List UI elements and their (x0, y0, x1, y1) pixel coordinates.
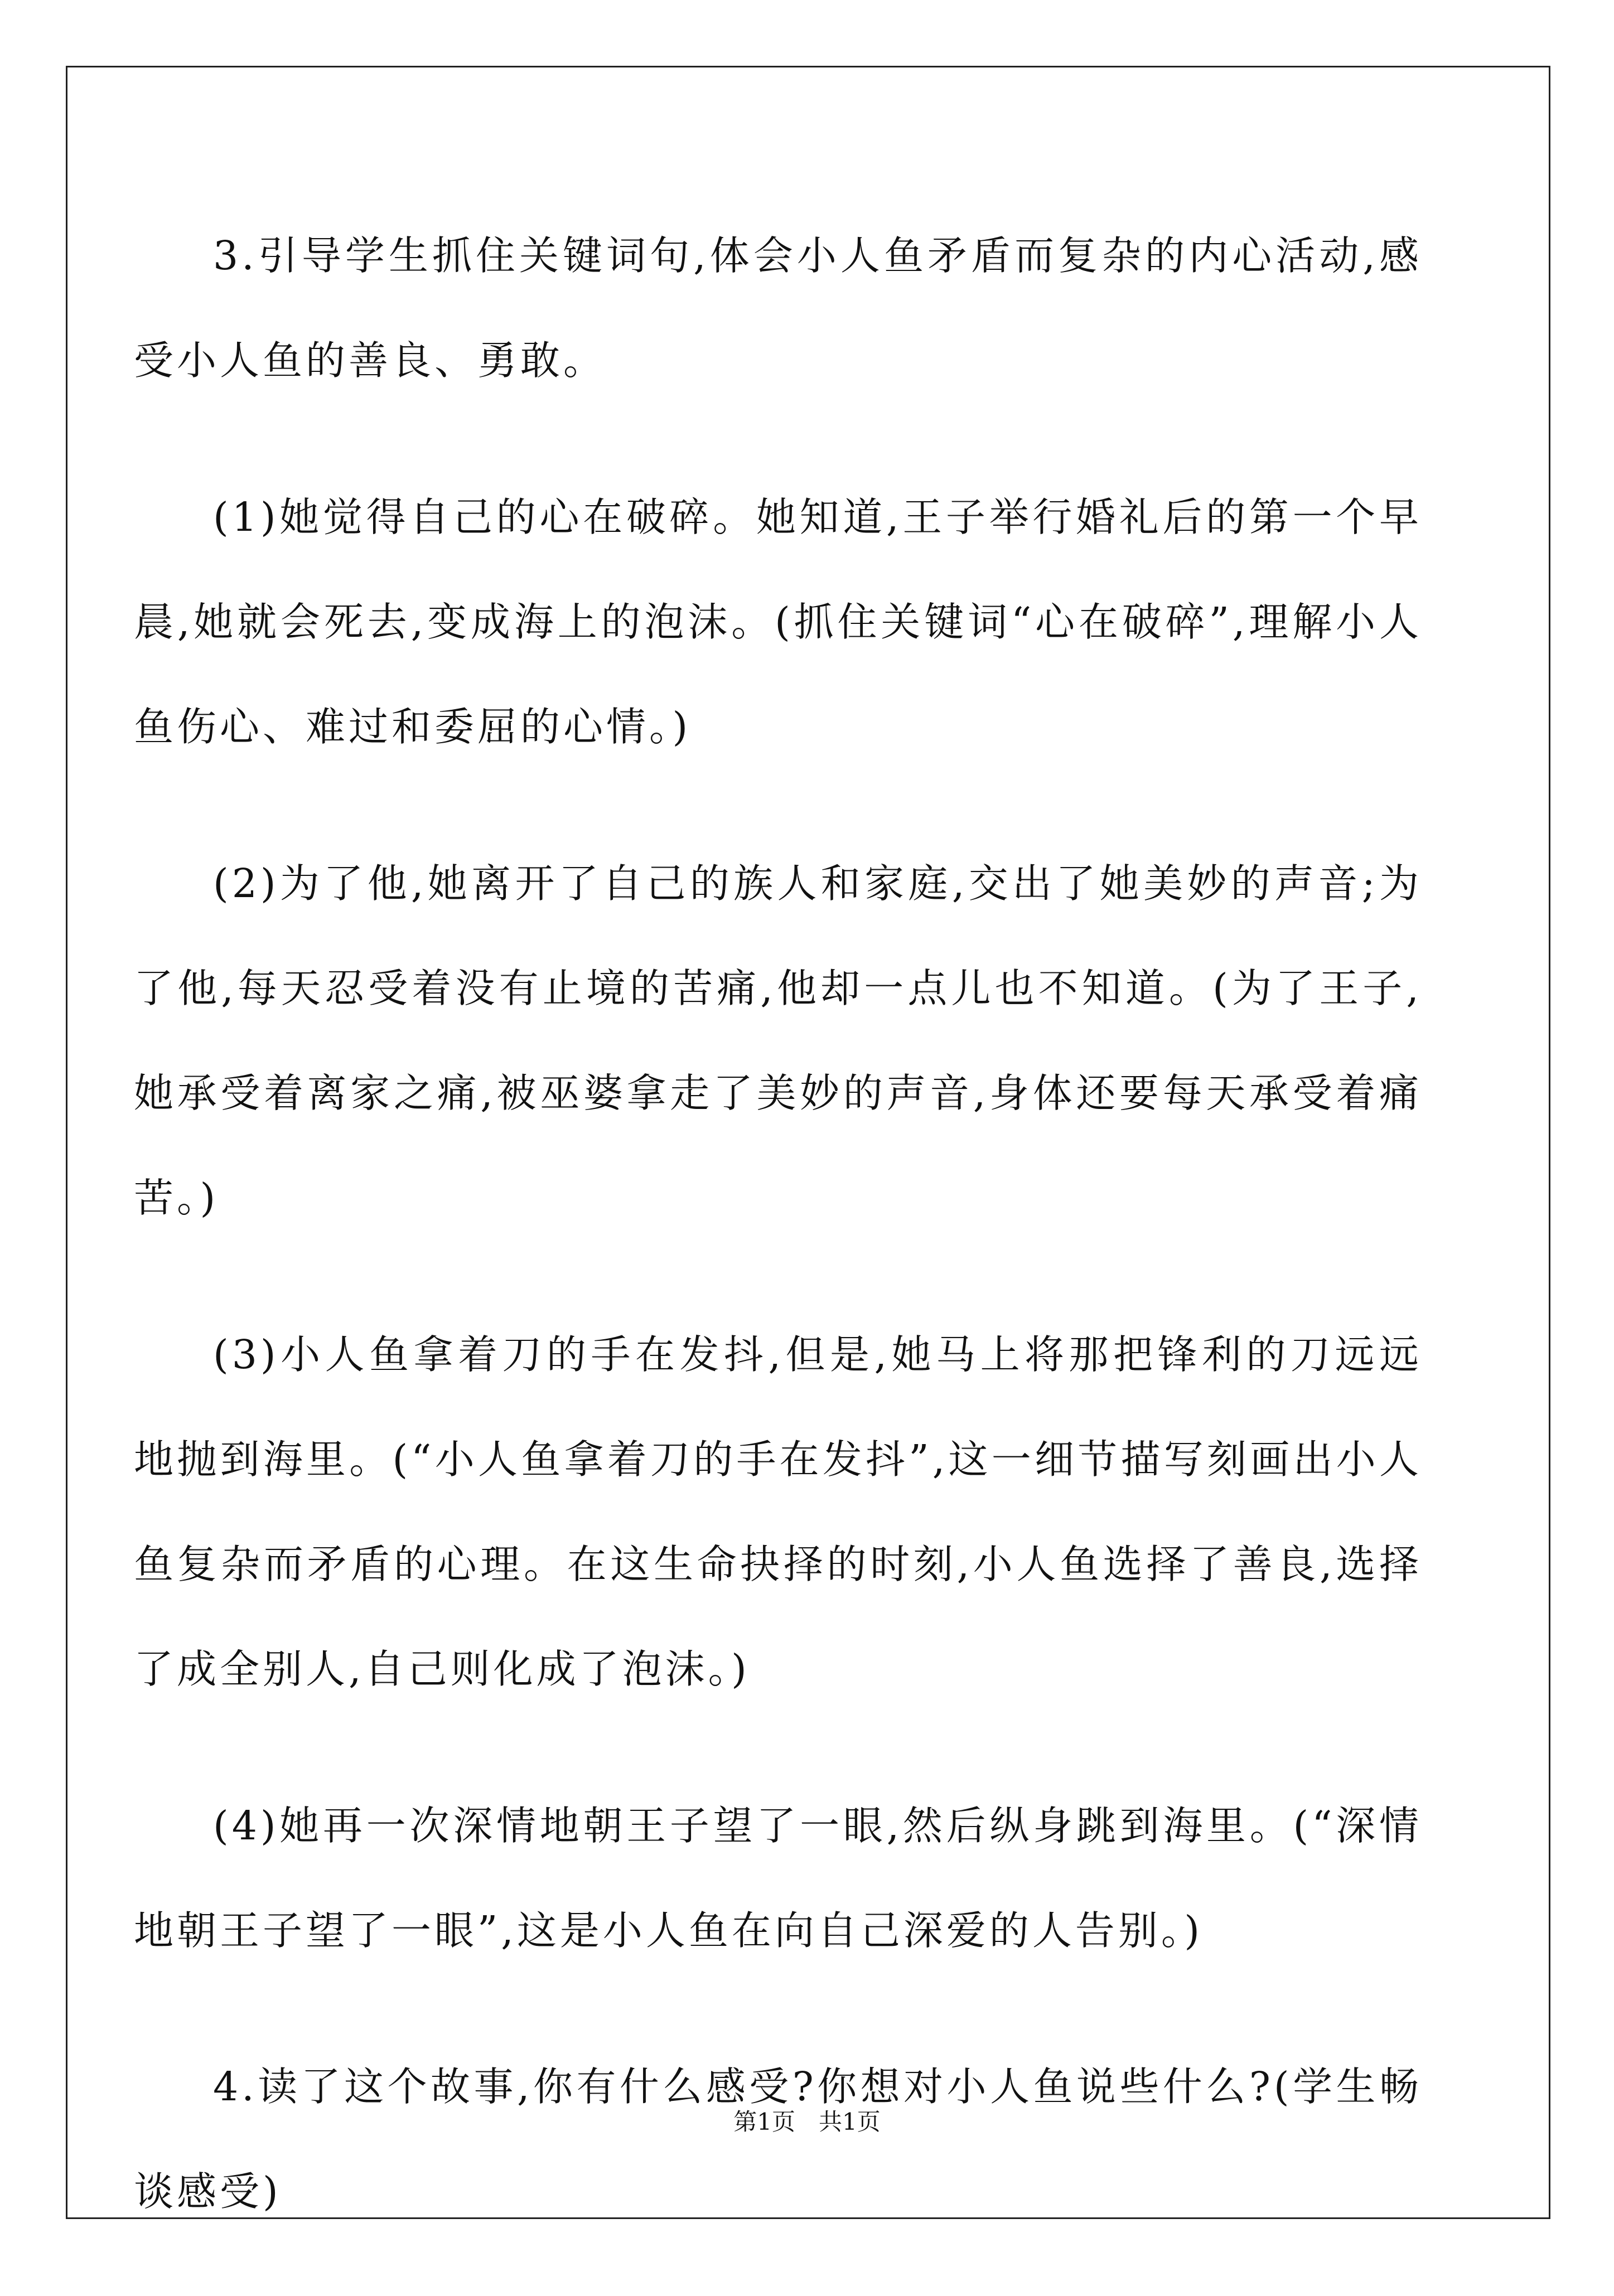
paragraph-point-4: (4)她再一次深情地朝王子望了一眼,然后纵身跳到海里。(“深情地朝王子望了一眼”,这是小人鱼在向自己深爱的人告别。) (134, 1803, 1422, 1954)
paragraph-point-3: (3)小人鱼拿着刀的手在发抖,但是,她马上将那把锋利的刀远远地抛到海里。(“小人鱼拿着刀的手在发抖”,这一细节描写刻画出小人鱼复杂而矛盾的心理。在这生命抉择的时刻,小人鱼选择了善良,选择了成全别人,自己则化成了泡沫。) (134, 1331, 1422, 1692)
paragraph-point-1: (1)她觉得自己的心在破碎。她知道,王子举行婚礼后的第一个早晨,她就会死去,变成海上的泡沫。(抓住关键词“心在破碎”,理解小人鱼伤心、难过和委屈的心情。) (134, 494, 1422, 750)
paragraph-point-2: (2)为了他,她离开了自己的族人和家庭,交出了她美妙的声音;为了他,每天忍受着没有止境的苦痛,他却一点儿也不知道。(为了王子,她承受着离家之痛,被巫婆拿走了美妙的声音,身体还要每天承受着痛苦。) (134, 860, 1422, 1221)
paragraph-step-3: 3.引导学生抓住关键词句,体会小人鱼矛盾而复杂的内心活动,感受小人鱼的善良、勇敢。 (134, 232, 1422, 384)
paragraph-step-4: 4.读了这个故事,你有什么感受?你想对小人鱼说些什么?(学生畅谈感受) (134, 2064, 1422, 2215)
page-footer (0, 2105, 1614, 2139)
page-total: 共1页 (819, 2108, 881, 2135)
document-body (134, 204, 1422, 2296)
page-number: 第1页 (733, 2108, 795, 2135)
